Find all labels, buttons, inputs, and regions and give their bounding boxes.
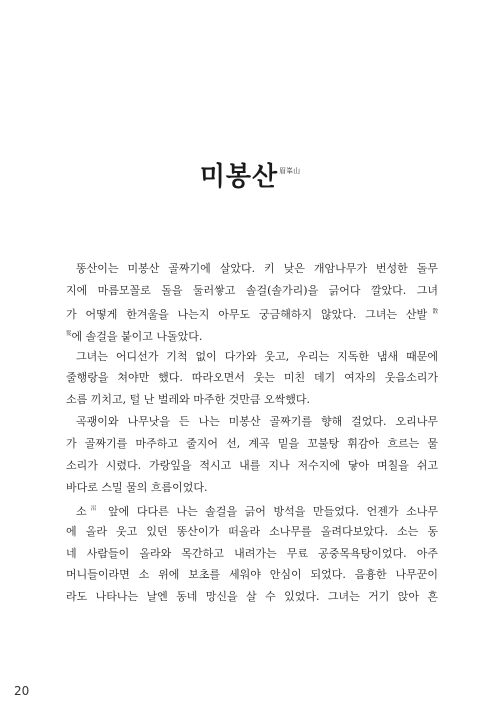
body-text — [66, 258, 438, 608]
paragraph-3-line-1: 곡괭이와 나무낫을 든 나는 미봉산 골짜기를 향해 걸었다. 오리나무 — [76, 415, 438, 429]
paragraph-4-line-5: 라도 나타나는 날엔 동네 망신을 살 수 있었다. 그녀는 거기 앉아 흔 — [66, 590, 438, 604]
paragraph-2-line-2: 줄행랑을 쳐야만 했다. 따라오면서 웃는 미친 데기 여자의 웃음소리가 — [66, 371, 438, 385]
paragraph-4-line-3: 네 사람들이 올라와 목간하고 내려가는 무료 공중목욕탕이었다. 아주 — [66, 546, 438, 560]
paragraph-4-line-4: 머니들이라면 소 위에 보초를 세워야 안심이 되었다. 음흉한 나무꾼이 — [66, 568, 438, 582]
paragraph-2-line-3: 소름 끼치고, 털 난 벌레와 마주한 것만큼 오싹했다. — [66, 393, 310, 407]
annotation-san: 散 — [427, 308, 438, 315]
page-number: 20 — [14, 684, 30, 698]
chapter-title-text: 미봉산 — [199, 162, 279, 192]
paragraph-1-line-3-text: 가 어떻게 한겨울을 나는지 아무도 궁금해하지 않았다. 그녀는 산발 — [66, 307, 428, 321]
paragraph-1-line-1: 똥산이는 미봉산 골짜기에 살았다. 키 낮은 개암나무가 번성한 돌무 — [76, 262, 438, 275]
paragraph-4-line-1-first-char: 소 — [76, 504, 87, 518]
paragraph-1-line-2: 지에 마름모꼴로 돌을 둘러쌓고 솔걸(솔가리)을 긁어다 깔았다. 그녀 — [66, 283, 438, 297]
paragraph-2-line-1: 그녀는 어디선가 기척 없이 다가와 웃고, 우리는 지독한 냄새 때문에 — [76, 349, 438, 363]
paragraph-1-line-4 — [66, 324, 438, 346]
paragraph-1-line-3 — [66, 302, 438, 324]
chapter-title — [0, 156, 500, 193]
paragraph-4-line-1 — [66, 499, 438, 521]
paragraph-3-line-3: 소리가 시렸다. 가랑잎을 적시고 내를 지나 저수지에 닿아 며칠을 쉬고 — [66, 459, 438, 473]
paragraph-4-line-2: 에 올라 웃고 있던 똥산이가 떠올라 소나무를 올려다보았다. 소는 동 — [66, 524, 438, 538]
paragraph-3-line-4: 바다로 스밀 물의 흐름이었다. — [66, 480, 208, 494]
paragraph-1-line-4-text: 에 솔걸을 붙이고 나돌았다. — [71, 329, 203, 343]
annotation-bal: 髮 — [66, 330, 72, 337]
paragraph-4-line-1-rest: 앞에 다다른 나는 솔걸을 긁어 방석을 만들었다. 언젠가 소나무 — [100, 504, 438, 518]
chapter-title-hanja-note: 眉峯山 — [279, 167, 301, 175]
annotation-so: 沼 — [86, 505, 101, 512]
paragraph-3-line-2: 가 골짜기를 마주하고 줄지어 선, 계곡 밑을 꼬불탕 휘감아 흐르는 물 — [66, 437, 438, 451]
